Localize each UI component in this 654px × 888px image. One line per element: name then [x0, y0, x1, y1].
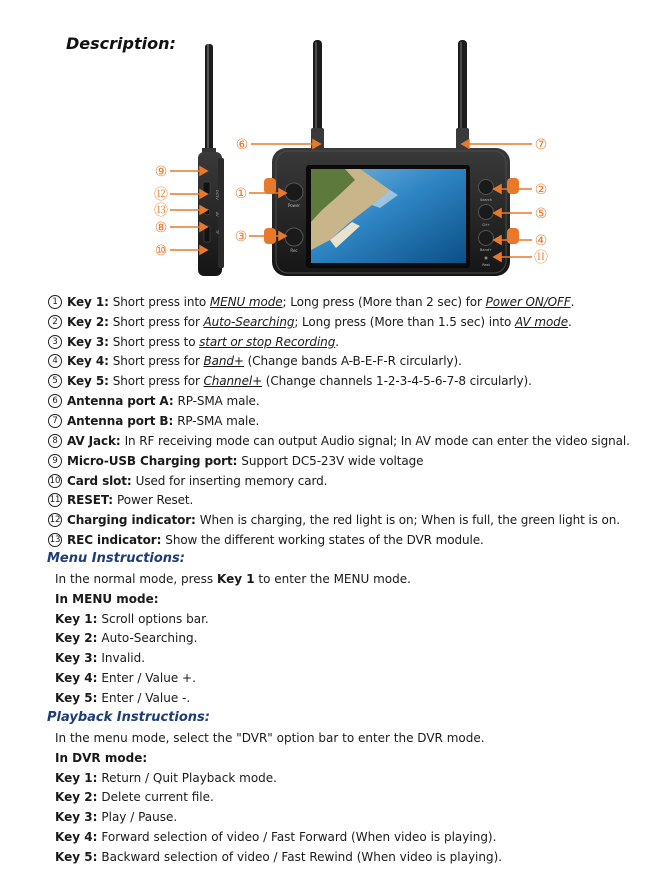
item-term: MENU mode	[209, 294, 283, 309]
item-number: 9	[48, 454, 62, 468]
callout-4: ④	[534, 233, 548, 249]
item-row	[48, 352, 648, 372]
callout-5: ⑤	[534, 206, 548, 222]
ch-label: CH+	[481, 223, 491, 227]
item-text: Support DC5-23V wide voltage	[241, 453, 424, 468]
item-key: Key 3:	[67, 334, 109, 349]
menu-instructions	[55, 569, 645, 708]
instruction-text: Backward selection of video / Fast Rewind (When video is playing).	[101, 849, 503, 864]
callout-6: ⑥	[235, 137, 249, 153]
item-description	[177, 414, 259, 428]
callout-9: ⑨	[154, 164, 168, 180]
instruction-key: Key 1:	[55, 770, 98, 785]
item-row	[48, 312, 648, 332]
callout-12: ⑫	[154, 187, 168, 203]
instruction-line	[55, 788, 645, 808]
item-row	[48, 490, 648, 510]
item-text: .	[335, 334, 339, 349]
instruction-key: Key 4:	[55, 830, 98, 845]
instruction-line	[55, 748, 645, 768]
item-list	[48, 292, 648, 550]
item-text: Short press for	[112, 374, 204, 389]
instruction-text: Invalid.	[101, 651, 146, 666]
instruction-text: Enter / Value -.	[101, 690, 191, 705]
instruction-line	[55, 629, 645, 649]
item-number: 5	[48, 374, 62, 388]
search-label: Search	[479, 198, 493, 202]
callout-1: ①	[234, 186, 248, 202]
instruction-text: to enter the MENU mode.	[254, 571, 411, 586]
item-number: 12	[49, 515, 61, 526]
item-row	[48, 471, 648, 491]
item-text: When is charging, the red light is on; When is full, the green light is on.	[199, 513, 620, 528]
side-label-tf: TF	[215, 230, 219, 235]
item-text: Short press to	[112, 334, 200, 349]
item-description	[113, 295, 575, 309]
description-title: Description:	[66, 34, 176, 53]
instruction-line	[55, 609, 645, 629]
item-text: Short press for	[112, 354, 204, 369]
callout-2: ②	[534, 182, 548, 198]
item-description	[125, 434, 630, 448]
instruction-key: Key 3:	[55, 651, 98, 666]
item-text: Show the different working states of the DVR module.	[165, 533, 484, 548]
item-description	[113, 315, 572, 329]
item-description	[113, 335, 339, 349]
callout-10: ⑩	[154, 243, 168, 259]
instruction-line	[55, 589, 645, 609]
instruction-line	[55, 827, 645, 847]
item-row	[48, 292, 648, 312]
item-text: RP-SMA male.	[177, 413, 260, 428]
item-description	[113, 374, 532, 388]
item-key: Antenna port A:	[67, 394, 174, 409]
item-row	[48, 451, 648, 471]
item-text: Short press for	[112, 314, 204, 329]
item-number: 8	[48, 434, 62, 448]
item-row	[48, 391, 648, 411]
item-key: Key 5:	[67, 374, 109, 389]
item-term: Band+	[203, 354, 244, 369]
item-text: .	[570, 294, 575, 309]
instruction-key: Key 1:	[55, 611, 98, 626]
instruction-key: Key 5:	[55, 690, 98, 705]
item-row	[48, 411, 648, 431]
device-front-view	[264, 148, 519, 276]
menu-instructions-title: Menu Instructions:	[47, 551, 185, 566]
callout-3: ③	[234, 229, 248, 245]
item-description	[113, 354, 462, 368]
device-side-view	[198, 44, 224, 276]
item-text: Short press into	[112, 294, 210, 309]
item-description	[165, 533, 483, 547]
item-term: AV mode	[515, 314, 568, 329]
item-key: Key 4:	[67, 354, 109, 369]
power-label: Power	[287, 203, 301, 208]
item-number: 4	[48, 354, 62, 368]
item-key: Micro-USB Charging port:	[67, 453, 238, 468]
instruction-text: Forward selection of video / Fast Forward (When video is playing).	[101, 830, 497, 845]
instruction-key-inline: Key 1	[216, 571, 255, 586]
callout-11: ⑪	[534, 250, 548, 266]
item-key: Key 2:	[67, 314, 109, 329]
item-text: In RF receiving mode can output Audio signal; In AV mode can enter the video signal.	[124, 433, 630, 448]
instruction-text: Auto-Searching.	[101, 631, 198, 646]
item-number: 7	[48, 414, 62, 428]
item-term: Power ON/OFF	[485, 294, 571, 309]
instruction-key: Key 2:	[55, 631, 98, 646]
reset-label: Rest	[482, 263, 490, 267]
instruction-text: In the menu mode, select the "DVR" option bar to enter the DVR mode.	[55, 730, 485, 745]
item-key: RESET:	[67, 493, 114, 508]
item-key: Charging indicator:	[67, 513, 196, 528]
item-description	[178, 394, 260, 408]
side-label-av: AV	[215, 212, 219, 217]
item-description	[200, 513, 620, 527]
playback-instructions-title: Playback Instructions:	[47, 710, 210, 725]
item-description	[136, 474, 328, 488]
item-row	[48, 332, 648, 352]
instruction-text: Play / Pause.	[101, 810, 178, 825]
item-text: ; Long press (More than 1.5 sec) into	[294, 314, 516, 329]
item-row	[48, 371, 648, 391]
item-description	[117, 493, 193, 507]
playback-instructions	[55, 728, 645, 867]
item-key: REC indicator:	[67, 533, 162, 548]
instruction-key: In MENU mode:	[55, 591, 159, 606]
item-text: RP-SMA male.	[177, 394, 260, 409]
band-label: Band+	[480, 248, 492, 252]
device-figure	[0, 0, 654, 290]
instruction-key: Key 4:	[55, 671, 98, 686]
item-row	[48, 530, 648, 550]
item-term: start or stop Recording	[199, 334, 336, 349]
item-number: 6	[48, 394, 62, 408]
instruction-key: Key 2:	[55, 790, 98, 805]
item-text: (Change channels 1-2-3-4-5-6-7-8 circularly).	[262, 374, 532, 389]
item-number: 11	[49, 495, 61, 506]
instruction-line	[55, 688, 645, 708]
instruction-key: Key 5:	[55, 849, 98, 864]
item-text: Power Reset.	[117, 493, 194, 508]
item-term: Channel+	[203, 374, 263, 389]
callout-13: ⑬	[154, 203, 168, 219]
item-number: 13	[49, 535, 61, 546]
item-key: Card slot:	[67, 473, 132, 488]
item-text: .	[567, 314, 572, 329]
item-description	[241, 454, 423, 468]
item-row	[48, 431, 648, 451]
item-key: Antenna port B:	[67, 413, 174, 428]
item-text: (Change bands A-B-E-F-R circularly).	[243, 354, 462, 369]
item-key: AV Jack:	[67, 433, 121, 448]
item-row	[48, 510, 648, 530]
callout-8: ⑧	[154, 220, 168, 236]
instruction-text: Return / Quit Playback mode.	[101, 770, 277, 785]
item-text: ; Long press (More than 2 sec) for	[282, 294, 486, 309]
instruction-line	[55, 768, 645, 788]
instruction-line	[55, 668, 645, 688]
item-term: Auto-Searching	[203, 314, 295, 329]
instruction-line	[55, 648, 645, 668]
instruction-text: In the normal mode, press	[55, 571, 217, 586]
item-number: 3	[48, 335, 62, 349]
instruction-text: Enter / Value +.	[101, 671, 196, 686]
instruction-line	[55, 807, 645, 827]
instruction-key: Key 3:	[55, 810, 98, 825]
antenna-b	[456, 40, 469, 150]
instruction-line	[55, 847, 645, 867]
instruction-text: Delete current file.	[101, 790, 214, 805]
item-number: 2	[48, 315, 62, 329]
instruction-line	[55, 569, 645, 589]
item-number: 1	[48, 295, 62, 309]
instruction-line	[55, 728, 645, 748]
screen-image	[311, 169, 466, 263]
rec-label: Rec	[290, 248, 298, 253]
item-key: Key 1:	[67, 294, 109, 309]
instruction-key: In DVR mode:	[55, 750, 148, 765]
item-text: Used for inserting memory card.	[135, 473, 328, 488]
item-number: 10	[49, 475, 61, 486]
side-label-dc: DC5V	[215, 190, 219, 200]
callout-7: ⑦	[534, 137, 548, 153]
instruction-text: Scroll options bar.	[101, 611, 209, 626]
antenna-a	[311, 40, 324, 150]
